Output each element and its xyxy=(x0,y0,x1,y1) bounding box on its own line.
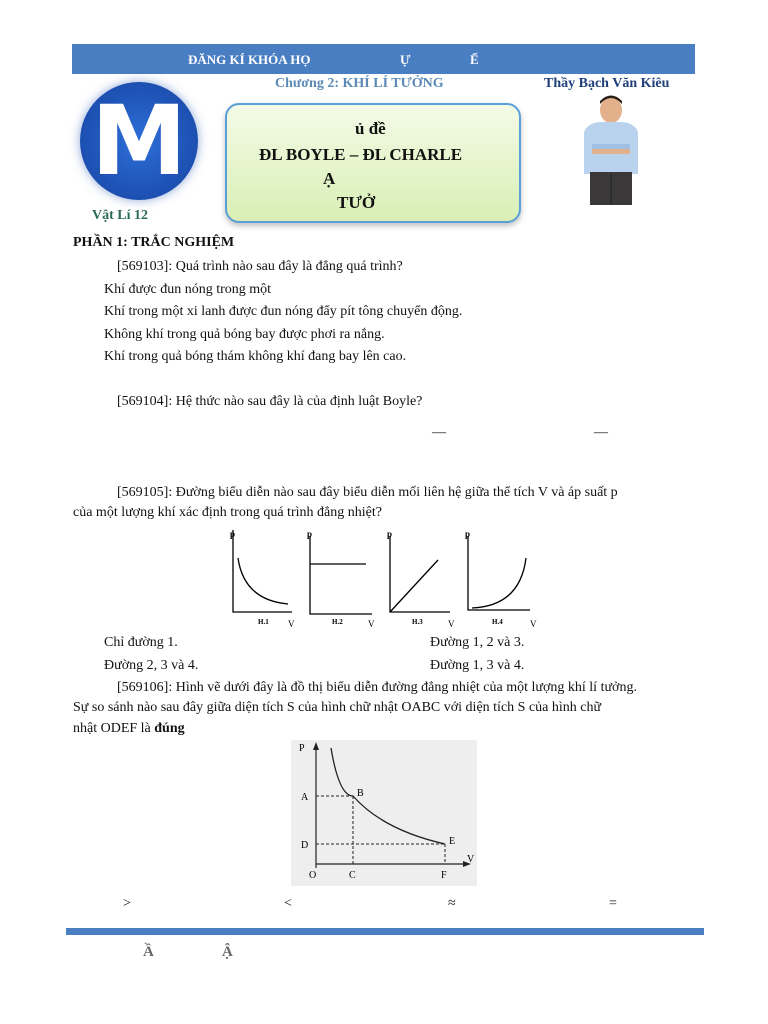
fig-label-b: B xyxy=(357,788,364,799)
chapter-title: Chương 2: KHÍ LÍ TƯỞNG xyxy=(275,76,444,91)
teacher-photo xyxy=(578,92,644,207)
question-569104: [569104]: Hệ thức nào sau đây là của định luật Boyle? xyxy=(117,394,423,409)
question-569106-line-1: [569106]: Hình vẽ dưới đây là đồ thị biểu diễn đường đẳng nhiệt của một lượng khí lí tưởng. xyxy=(117,680,637,695)
graph-h1-axis-p: p xyxy=(230,529,236,539)
fig-label-v: V xyxy=(467,854,475,865)
graph-h2-axis-p: p xyxy=(307,529,313,539)
banner-text-1: ĐĂNG KÍ KHÓA HỌ xyxy=(188,52,311,67)
question-569105-line-1: [569105]: Đường biểu diễn nào sau đây biểu diễn mối liên hệ giữa thể tích V và áp suất p xyxy=(117,485,618,500)
q1-option-a[interactable]: Khí được đun nóng trong một xyxy=(104,282,272,297)
q2-fraction-mark-1: — xyxy=(432,425,446,440)
footer-divider xyxy=(66,928,704,935)
graph-h3-axis-p: p xyxy=(387,529,393,539)
question-569106-line-3 xyxy=(73,720,185,738)
fig-label-e: E xyxy=(449,836,456,847)
question-569106-line-3-text: nhật ODEF là xyxy=(73,721,155,736)
fig-label-o: O xyxy=(309,870,317,881)
q4-option-c[interactable]: ≈ xyxy=(448,896,456,911)
fig-label-c: C xyxy=(349,870,356,881)
q3-option-a[interactable]: Chỉ đường 1. xyxy=(104,635,178,650)
graph-h4 xyxy=(465,529,537,628)
logo-letter: M xyxy=(91,85,187,197)
fig-label-d: D xyxy=(301,840,309,851)
topic-box xyxy=(225,103,521,223)
q1-option-b[interactable]: Khí trong một xi lanh được đun nóng đẩy pít tông chuyển động. xyxy=(104,304,463,319)
q4-option-d[interactable]: = xyxy=(609,896,617,911)
fig-label-f: F xyxy=(441,870,447,881)
fig-label-p: P xyxy=(299,743,305,754)
footer-symbol-1: Ầ xyxy=(143,944,154,960)
teacher-name: Thầy Bạch Văn Kiêu xyxy=(544,76,670,91)
graph-h3-axis-v: V xyxy=(448,619,455,628)
q2-fraction-mark-2: — xyxy=(594,425,608,440)
q3-option-b[interactable]: Đường 1, 2 và 3. xyxy=(430,635,525,650)
q4-option-a[interactable]: > xyxy=(123,896,131,911)
question-569103: [569103]: Quá trình nào sau đây là đẳng quá trình? xyxy=(117,259,403,274)
q3-option-d[interactable]: Đường 1, 3 và 4. xyxy=(430,658,525,673)
graph-h1-label: H.1 xyxy=(258,618,269,626)
q4-option-b[interactable]: < xyxy=(284,896,292,911)
course-banner xyxy=(72,44,695,74)
q1-option-d[interactable]: Khí trong quả bóng thám không khí đang bay lên cao. xyxy=(104,349,407,364)
graph-h4-axis-v: V xyxy=(530,619,537,628)
fig-label-a: A xyxy=(301,792,309,803)
graph-h3-label: H.3 xyxy=(412,618,423,626)
banner-text-3: Ế xyxy=(470,52,479,67)
graph-h2 xyxy=(307,529,375,628)
question-569106-emphasis: đúng xyxy=(154,721,185,736)
q3-option-c[interactable]: Đường 2, 3 và 4. xyxy=(104,658,199,673)
subject-label: Vật Lí 12 xyxy=(92,208,148,223)
topic-line-3: Ạ xyxy=(323,169,336,188)
q1-option-c[interactable]: Không khí trong quả bóng bay được phơi ra nắng. xyxy=(104,327,385,342)
banner-text-2: Ự xyxy=(400,52,411,67)
graph-h1 xyxy=(230,529,295,628)
graph-h2-axis-v: V xyxy=(368,619,375,628)
graph-h4-axis-p: p xyxy=(465,529,471,539)
topic-line-2: ĐL BOYLE – ĐL CHARLE xyxy=(259,145,463,164)
footer-symbol-2: Ậ xyxy=(222,944,233,960)
isotherm-figure xyxy=(291,740,477,886)
graph-h3 xyxy=(387,529,455,628)
logo-icon xyxy=(80,82,198,200)
question-569106-line-2: Sự so sánh nào sau đây giữa diện tích S của hình chữ nhật OABC với diện tích S của hình chữ xyxy=(73,700,602,715)
topic-line-4: TƯỞ xyxy=(337,193,376,212)
topic-line-1: ủ đề xyxy=(355,119,386,138)
graph-h2-label: H.2 xyxy=(332,618,343,626)
section-title: PHẦN 1: TRẮC NGHIỆM xyxy=(73,235,235,250)
graph-h4-label: H.4 xyxy=(492,618,503,626)
four-graphs-figure xyxy=(230,528,550,628)
question-569105-line-2: của một lượng khí xác định trong quá trình đẳng nhiệt? xyxy=(73,505,382,520)
graph-h1-axis-v: V xyxy=(288,619,295,628)
